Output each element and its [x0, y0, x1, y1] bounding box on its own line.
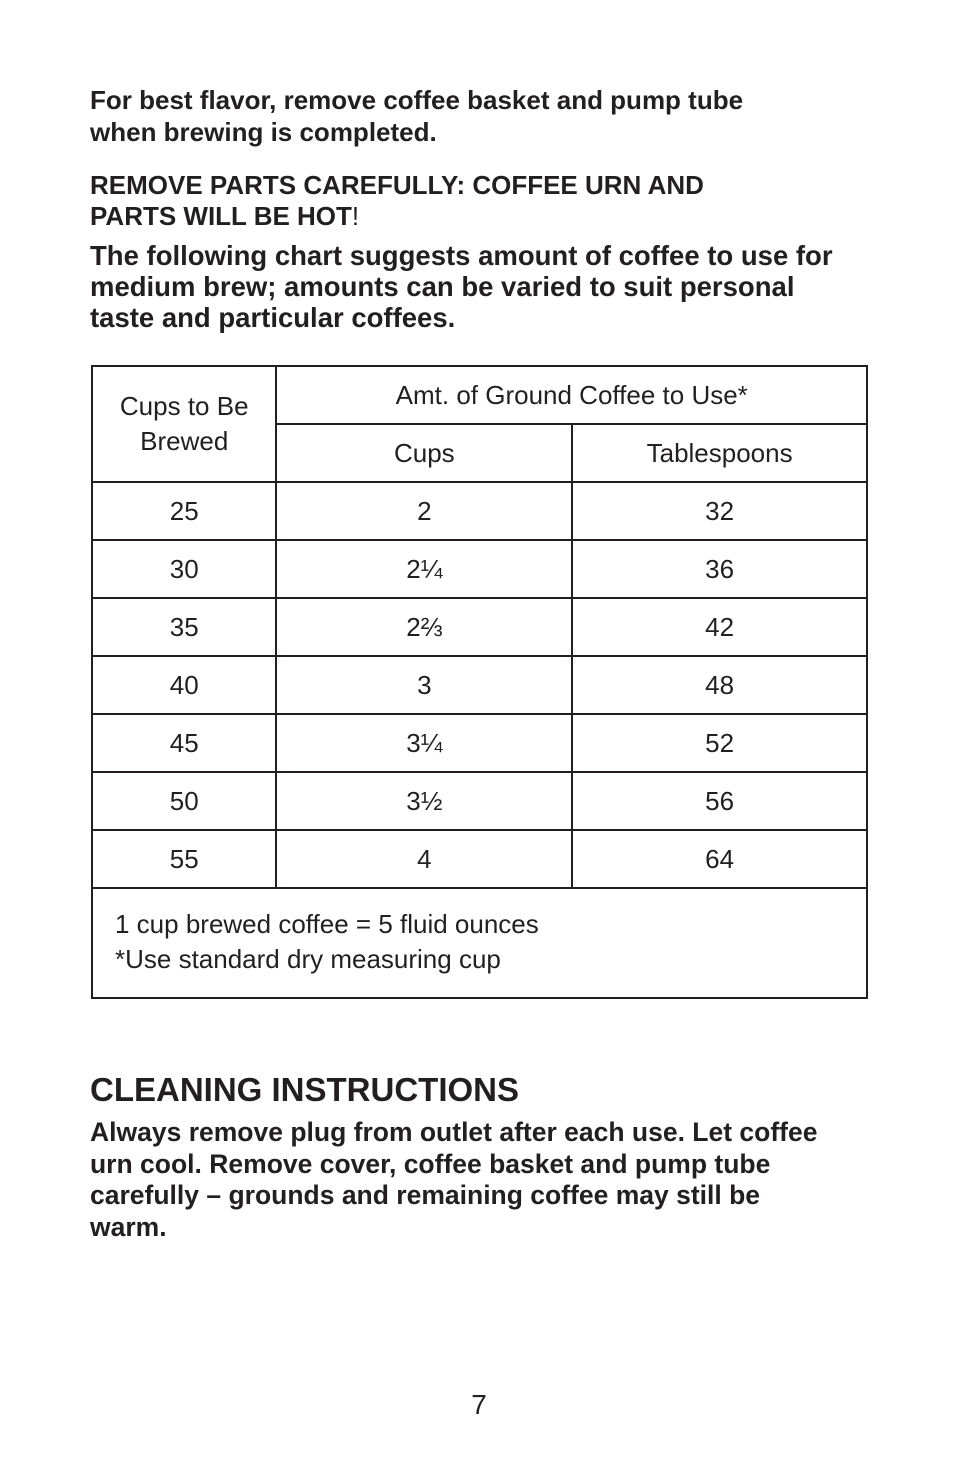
text-line: Always remove plug from outlet after each use. Let coffee: [90, 1117, 818, 1147]
header-line: Cups to Be: [119, 391, 249, 421]
table-cell: 30: [92, 540, 276, 598]
table-cell: 36: [572, 540, 867, 598]
note-line: *Use standard dry measuring cup: [115, 944, 501, 974]
text-line: when brewing is completed.: [90, 117, 437, 147]
warning-exclamation: !: [351, 201, 360, 231]
table-cell: 40: [92, 656, 276, 714]
note-line: 1 cup brewed coffee = 5 fluid ounces: [115, 909, 539, 939]
table-row: [92, 656, 867, 714]
table-cell: 35: [92, 598, 276, 656]
table-cell: 50: [92, 772, 276, 830]
page-number: 7: [471, 1389, 487, 1420]
table-cell: 48: [572, 656, 867, 714]
text-line: taste and particular coffees.: [90, 302, 456, 333]
header-line: Brewed: [140, 426, 229, 456]
text-line: warm.: [90, 1211, 167, 1242]
table-cell: 42: [572, 598, 867, 656]
table-cell: 55: [92, 830, 276, 888]
text-line: REMOVE PARTS CAREFULLY: COFFEE URN AND: [90, 170, 704, 200]
table-cell: 25: [92, 482, 276, 540]
chart-intro-paragraph: [90, 240, 880, 333]
table-cell: 2⅔: [276, 598, 572, 656]
cups-subheader: Cups: [276, 424, 572, 482]
table-cell: 2: [276, 482, 572, 540]
warning-text: PARTS WILL BE HOT: [90, 201, 352, 231]
text-line: medium brew; amounts can be varied to suit personal: [90, 271, 795, 302]
table-row: [92, 830, 867, 888]
hot-parts-warning: [90, 170, 880, 232]
table-cell: 56: [572, 772, 867, 830]
text-line: For best flavor, remove coffee basket and pump tube: [90, 85, 744, 115]
cups-to-brew-header: [92, 366, 276, 482]
table-notes-row: [92, 888, 867, 998]
table-row: [92, 714, 867, 772]
table-cell: 3: [276, 656, 572, 714]
table-cell: 2¼: [276, 540, 572, 598]
table-row: [92, 598, 867, 656]
text-line: The following chart suggests amount of coffee to use for: [90, 240, 833, 271]
table-cell: 45: [92, 714, 276, 772]
ground-coffee-header: Amt. of Ground Coffee to Use*: [276, 366, 867, 424]
table-row: [92, 540, 867, 598]
table-notes: [92, 888, 867, 998]
table-cell: 32: [572, 482, 867, 540]
table-row: [92, 482, 867, 540]
brewing-tip-paragraph: [90, 84, 880, 148]
cleaning-paragraph: [90, 1117, 880, 1243]
table-cell: 3¼: [276, 714, 572, 772]
cleaning-heading: CLEANING INSTRUCTIONS: [90, 1071, 519, 1108]
table-header-row: [92, 366, 867, 424]
text-line: [90, 201, 880, 232]
tablespoons-subheader: Tablespoons: [572, 424, 867, 482]
table-cell: 4: [276, 830, 572, 888]
text-line: carefully – grounds and remaining coffee may still be: [90, 1180, 761, 1210]
table-row: [92, 772, 867, 830]
text-line: urn cool. Remove cover, coffee basket and pump tube: [90, 1148, 771, 1179]
coffee-amount-table: [91, 365, 868, 999]
table-cell: 3½: [276, 772, 572, 830]
table-cell: 52: [572, 714, 867, 772]
table-cell: 64: [572, 830, 867, 888]
